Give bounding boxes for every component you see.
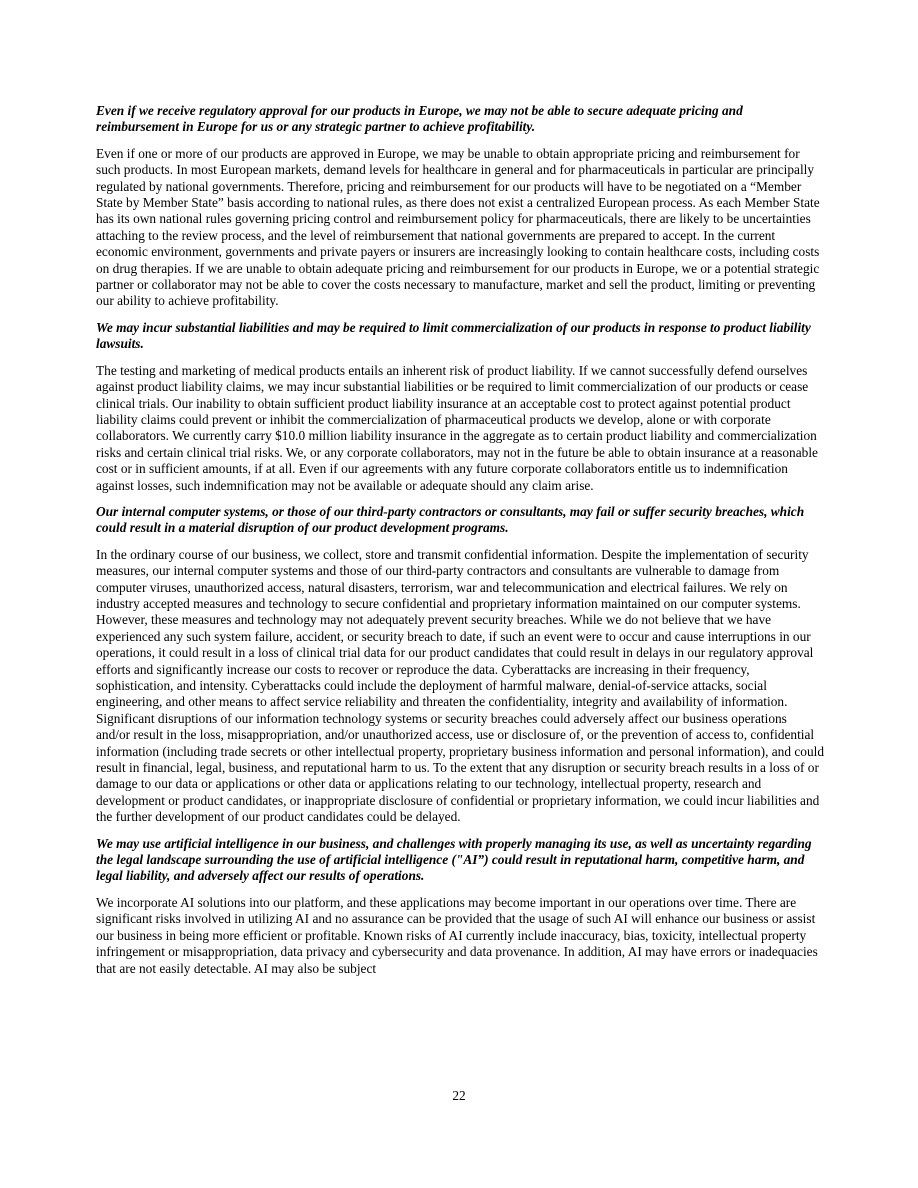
risk-factor-product-liability [96, 320, 824, 494]
section-heading: Even if we receive regulatory approval for our products in Europe, we may not be able to secure adequate pricing and reimbursement in Europe for us or any strategic partner to achieve profitability. [96, 103, 743, 135]
section-heading: Our internal computer systems, or those of our third-party contractors or consultants, may fail or suffer security breaches, which could result in a material disruption of our product development programs. [96, 503, 805, 536]
page-number: 22 [452, 1088, 466, 1103]
section-heading: We may use artificial intelligence in our business, and challenges with properly managing its use, as well as uncertainty regarding the legal landscape surrounding the use of artificial intelligence ("AI”) could result in reputational harm, competitive harm, and legal liability, and adversely affect our results of operations. [96, 835, 812, 884]
document-page [96, 103, 824, 987]
section-body: The testing and marketing of medical products entails an inherent risk of product liability. If we cannot successfully defend ourselves against product liability claims, we may incur substantial liabilities or be required to limit commercialization of our products or cease clinical trials. Our inability to obtain sufficient product liability insurance at an acceptable cost to protect against potential product liability claims could prevent or inhibit the commercialization of pharmaceutical products we develop, alone or with corporate collaborators. We currently carry $10.0 million liability insurance in the aggregate as to certain product liability and commercialization risks and certain clinical trial risks. We, or any corporate collaborators, may not in the future be able to obtain insurance at a reasonable cost or in sufficient amounts, if at all. Even if our agreements with any future corporate collaborators entitle us to indemnification against losses, such indemnification may not be available or adequate should any claim arise. [96, 362, 818, 493]
risk-factor-artificial-intelligence [96, 836, 824, 977]
risk-factor-european-pricing [96, 103, 824, 310]
section-body: Even if one or more of our products are approved in Europe, we may be unable to obtain appropriate pricing and reimbursement for such products. In most European markets, demand levels for healthcare in general and for pharmaceuticals in particular are principally regulated by national governments. Therefore, pricing and reimbursement for our products will have to be negotiated on a “Member State by Member State” basis according to national rules, as there does not exist a centralized European process. As each Member State has its own national rules governing pricing control and reimbursement policy for pharmaceuticals, there are likely to be uncertainties attaching to the review process, and the level of reimbursement that national governments are prepared to accept. In the current economic environment, governments and private payers or insurers are increasingly looking to contain healthcare costs, including costs on drug therapies. If we are unable to obtain adequate pricing and reimbursement for our products in Europe, we or a potential strategic partner or collaborator may not be able to cover the costs necessary to manufacture, market and sell the product, limiting or preventing our ability to achieve profitability. [96, 145, 820, 309]
section-heading: We may incur substantial liabilities and may be required to limit commercialization of our products in response to product liability lawsuits. [96, 319, 811, 352]
risk-factor-security-breaches [96, 504, 824, 826]
section-body: In the ordinary course of our business, we collect, store and transmit confidential information. Despite the implementation of security measures, our internal computer systems and those of our third-party contractors and consultants are vulnerable to damage from computer viruses, unauthorized access, natural disasters, terrorism, war and telecommunication and electrical failures. We rely on industry accepted measures and technology to secure confidential and proprietary information maintained on our computer systems. However, these measures and technology may not adequately prevent security breaches. While we do not believe that we have experienced any such system failure, accident, or security breach to date, if such an event were to occur and cause interruptions in our operations, it could result in a loss of clinical trial data for our product candidates that could result in delays in our regulatory approval efforts and significantly increase our costs to recover or reproduce the data. Cyberattacks are increasing in their frequency, sophistication, and intensity. Cyberattacks could include the deployment of harmful malware, denial-of-service attacks, social engineering, and other means to affect service reliability and threaten the confidentiality, integrity and availability of information. Significant disruptions of our information technology systems or security breaches could adversely affect our business operations and/or result in the loss, misappropriation, and/or unauthorized access, use or disclosure of, or the prevention of access to, confidential information (including trade secrets or other intellectual property, proprietary business information and personal information), and could result in financial, legal, business, and reputational harm to us. To the extent that any disruption or security breach results in a loss of or damage to our data or applications or other data or applications relating to our technology, intellectual property, research and development or product candidates, or inappropriate disclosure of confidential or proprietary information, we could incur liabilities and the further development of our product candidates could be delayed. [96, 546, 825, 825]
section-body: We incorporate AI solutions into our platform, and these applications may become important in our operations over time. There are significant risks involved in utilizing AI and no assurance can be provided that the usage of such AI will enhance our business or assist our business in being more efficient or profitable. Known risks of AI currently include inaccuracy, bias, toxicity, intellectual property infringement or misappropriation, data privacy and cybersecurity and data provenance. In addition, AI may have errors or inadequacies that are not easily detectable. AI may also be subject [96, 894, 818, 976]
